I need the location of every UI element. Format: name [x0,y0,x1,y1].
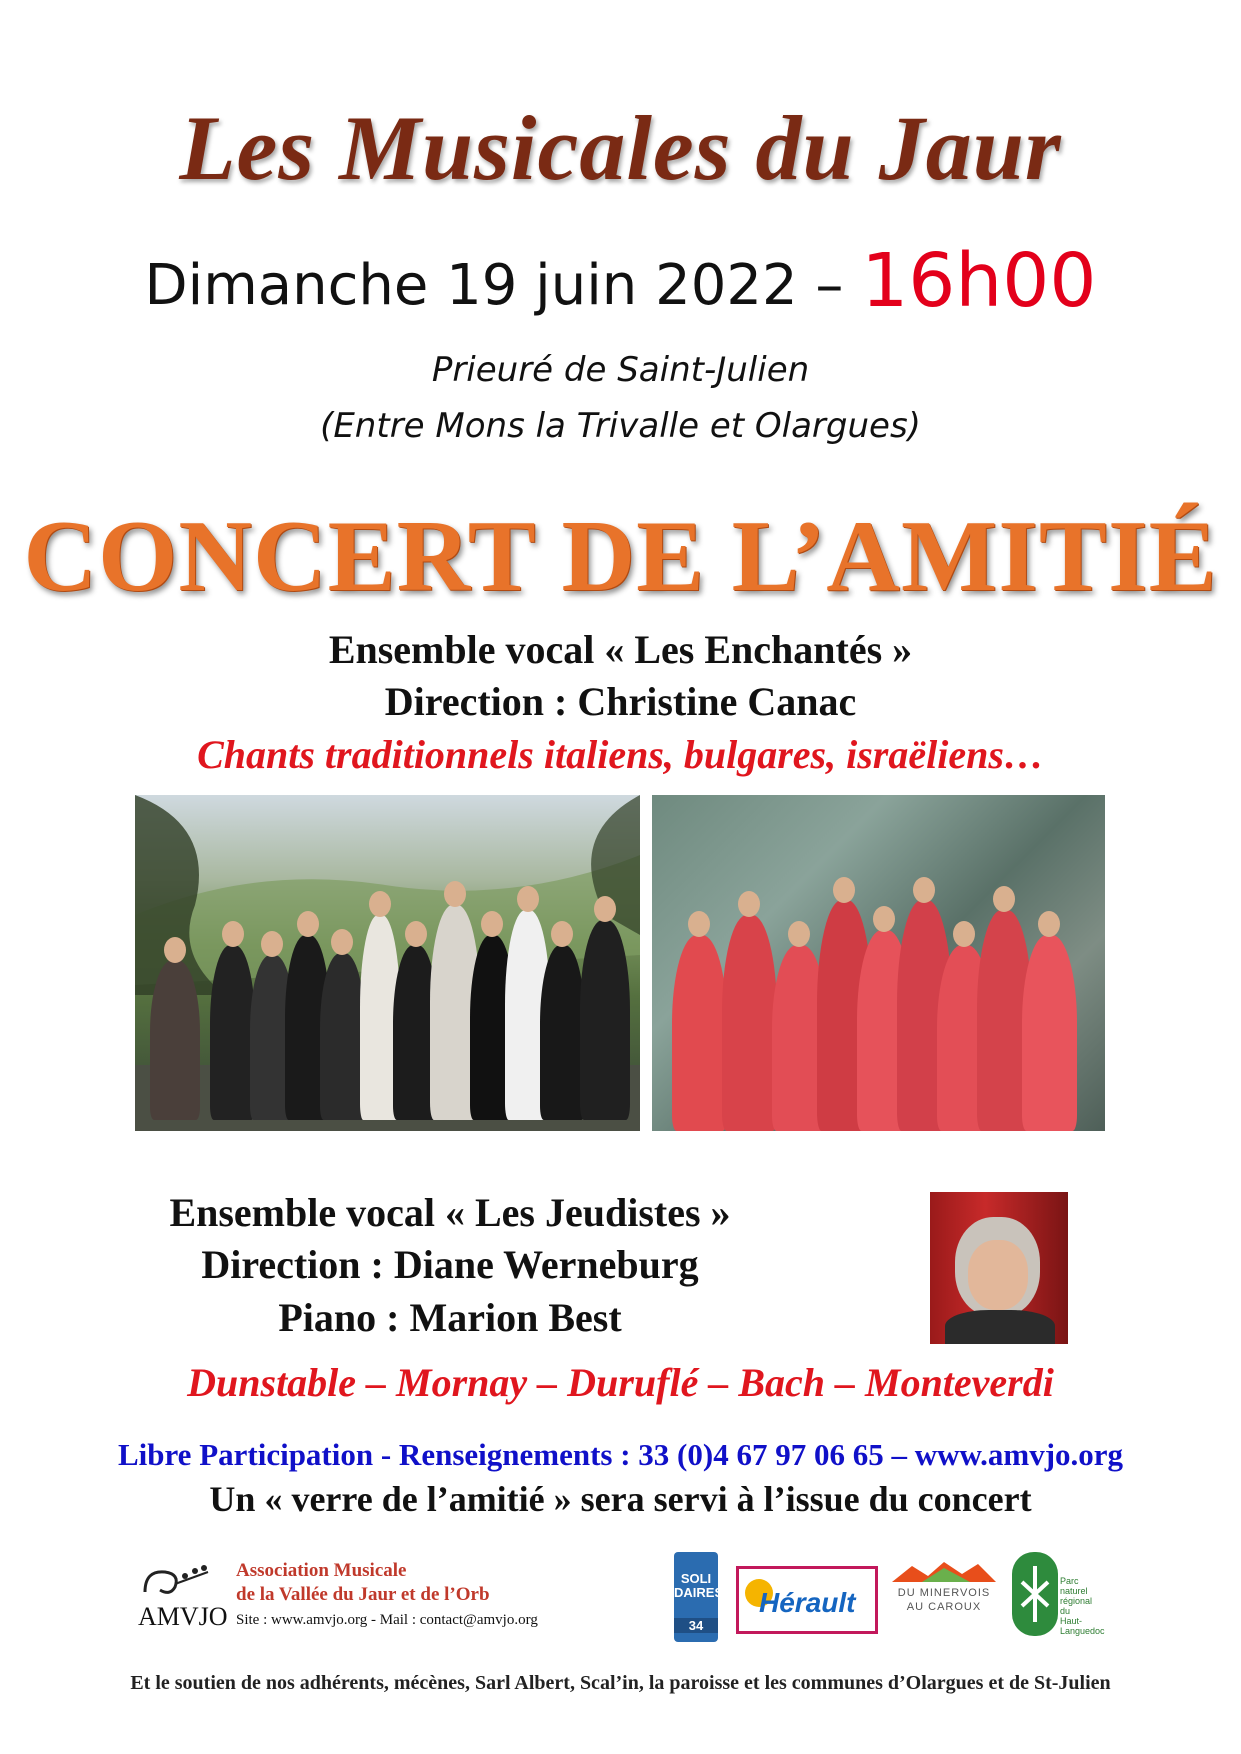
support-note: Et le soutien de nos adhérents, mécènes, Sarl Albert, Scal’in, la paroisse et les communes d’Olargues et de St-Julien [130,1672,1111,1694]
parc-naturel-logo: Parc naturel régional du Haut-Languedoc [1012,1552,1092,1646]
ensemble1-photo [135,795,640,1131]
reception-note: Un « verre de l’amitié » sera servi à l’issue du concert [209,1479,1032,1519]
ensemble2-group-photo [652,795,1105,1131]
amvjo-name-line2: de la Vallée du Jaur et de l’Orb [236,1584,490,1605]
leaf-icon [1012,1552,1058,1636]
venue-name: Prieuré de Saint-Julien [431,350,810,390]
amvjo-site: Site : www.amvjo.org - Mail : contact@amvjo.org [236,1612,538,1628]
ensemble2-name: Ensemble vocal « Les Jeudistes » [169,1190,731,1235]
director-portrait [930,1192,1068,1344]
ensemble1-name: Ensemble vocal « Les Enchantés » [328,627,913,672]
event-time: 16h00 [861,238,1097,324]
event-date-line [0,238,1241,324]
event-date: Dimanche 19 juin 2022 – [144,253,844,318]
minervois-logo: DU MINERVOIS AU CAROUX [892,1560,996,1630]
ensemble1-direction: Direction : Christine Canac [384,679,857,724]
ensemble2-repertoire: Dunstable – Mornay – Duruflé – Bach – Monteverdi [187,1360,1054,1405]
venue-location: (Entre Mons la Trivalle et Olargues) [320,406,921,446]
concert-title: CONCERT DE L’AMITIÉ [23,500,1218,613]
amvjo-name-line1: Association Musicale [236,1560,407,1581]
solidaires-logo: SOLI DAIRES 34 [674,1552,718,1642]
event-title: Les Musicales du Jaur [179,97,1062,199]
music-notes-icon [140,1562,210,1602]
ensemble1-repertoire: Chants traditionnels italiens, bulgares, israëliens… [197,732,1044,777]
herault-logo: Hérault [736,1566,878,1634]
contact-info: Libre Participation - Renseignements : 33 (0)4 67 97 06 65 – www.amvjo.org [117,1437,1124,1472]
amvjo-abbr: AMVJO [138,1602,228,1631]
amvjo-logo-block [138,1558,658,1638]
ensemble2-direction: Direction : Diane Werneburg [201,1242,699,1287]
ensemble2-piano: Piano : Marion Best [278,1295,622,1340]
